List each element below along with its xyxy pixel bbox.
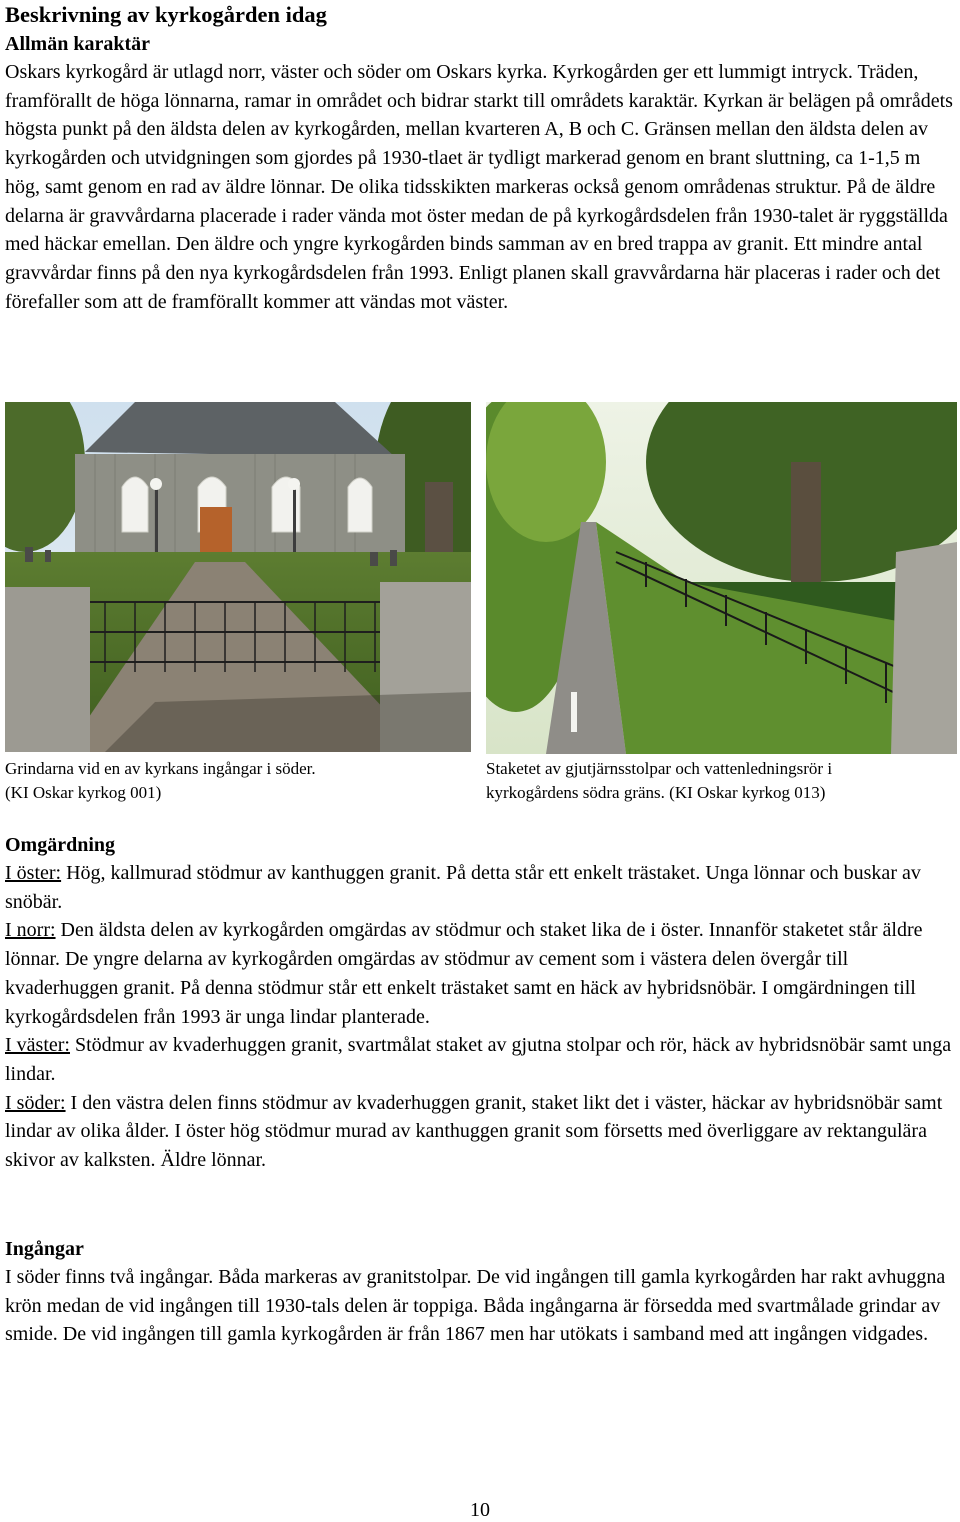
page-heading: Beskrivning av kyrkogården idag [5,2,327,27]
enclosure-south [5,1089,957,1175]
page-number: 10 [470,1499,490,1521]
enclosure-title: Omgärdning [5,834,116,856]
entrances-section [5,1235,957,1349]
church-gate-photo [5,402,471,752]
enclosure-east [5,859,957,916]
south-label: I söder: [5,1091,66,1114]
photo1-caption-line2: (KI Oskar kyrkog 001) [5,783,162,802]
fence-image [486,402,957,754]
photo2-caption [486,757,956,805]
north-text: Den äldsta delen av kyrkogården omgärdas av stödmur och staket lika de i öster. Innanför staketet står äldre lönnar. De yngre delarna av kyrkogården omgärdas av stödmur av cement som i västera delen övergår till kvaderhuggen granit. På denna stödmur står ett enkelt trästaket samt en häck av hybridsnöbär. I omgärdningen till kyrkogårdsdelen från 1993 är unga lindar planterade. [5,919,923,1028]
photo2-caption-line2: kyrkogårdens södra gräns. (KI Oskar kyrkog 013) [486,783,826,802]
east-text: Hög, kallmurad stödmur av kanthuggen granit. På detta står ett enkelt trästaket. Unga lönnar och buskar av snöbär. [5,862,921,913]
enclosure-west [5,1031,957,1088]
photo2-caption-line1: Staketet av gjutjärnsstolpar och vattenledningsrör i [486,759,833,778]
entrances-text: I söder finns två ingångar. Båda markeras av granitstolpar. De vid ingången till gamla kyrkogården har rakt avhuggna krön medan de vid ingången till 1930-tals delen är toppiga. Båda ingångarna är försedda med svartmålade grindar av smide. De vid ingången till gamla kyrkogården är från 1867 men har utökats i samband med att ingången vidgades. [5,1266,946,1346]
church-gate-image [5,402,471,752]
west-label: I väster: [5,1034,70,1057]
photo1-caption [5,757,475,805]
entrances-title: Ingångar [5,1238,84,1260]
south-text: I den västra delen finns stödmur av kvaderhuggen granit, staket likt det i väster, häckar av hybridsnöbär samt lindar av olika ålder. I öster hög stödmur murad av kanthuggen granit som försetts med överliggare av rektangulära skivor av kalksten. Äldre lönnar. [5,1091,943,1172]
enclosure-section [5,831,957,1175]
enclosure-north [5,916,957,1031]
photo1-caption-line1: Grindarna vid en av kyrkans ingångar i söder. [5,759,316,778]
general-section [5,30,957,316]
general-text: Oskars kyrkogård är utlagd norr, väster och söder om Oskars kyrka. Kyrkogården ger ett lummigt intryck. Träden, framförallt de höga lönnarna, ramar in området och bidrar starkt till områdets karaktär. Kyrkan är belägen på områdets högsta punkt på den äldsta delen av kyrkogården, mellan kvarteren A, B och C. Gränsen mellan den äldsta delen av kyrkogården och utvidgningen som gjordes på 1930-tlaet är tydligt markerad genom en brant sluttning, ca 1-1,5 m hög, samt genom en rad av äldre lönnar. De olika tidsskikten markeras också genom områdenas struktur. På de äldre delarna är gravvårdarna placerade i rader vända mot öster medan de på kyrkogårdsdelen från 1930-talet är ryggställda med häckar emellan. Den äldre och yngre kyrkogården binds samman av en bred trappa av granit. Ett mindre antal gravvårdar finns på den nya kyrkogårdsdelen från 1993. Enligt planen skall gravvårdarna här placeras i rader och det förefaller som att de framförallt kommer att vändas mot väster. [5,61,953,313]
east-label: I öster: [5,862,62,884]
general-title: Allmän karaktär [5,33,150,55]
north-label: I norr: [5,919,56,942]
west-text: Stödmur av kvaderhuggen granit, svartmålat staket av gjutna stolpar och rör, häck av hybridsnöbär samt unga lindar. [5,1034,952,1085]
fence-photo [486,402,957,754]
